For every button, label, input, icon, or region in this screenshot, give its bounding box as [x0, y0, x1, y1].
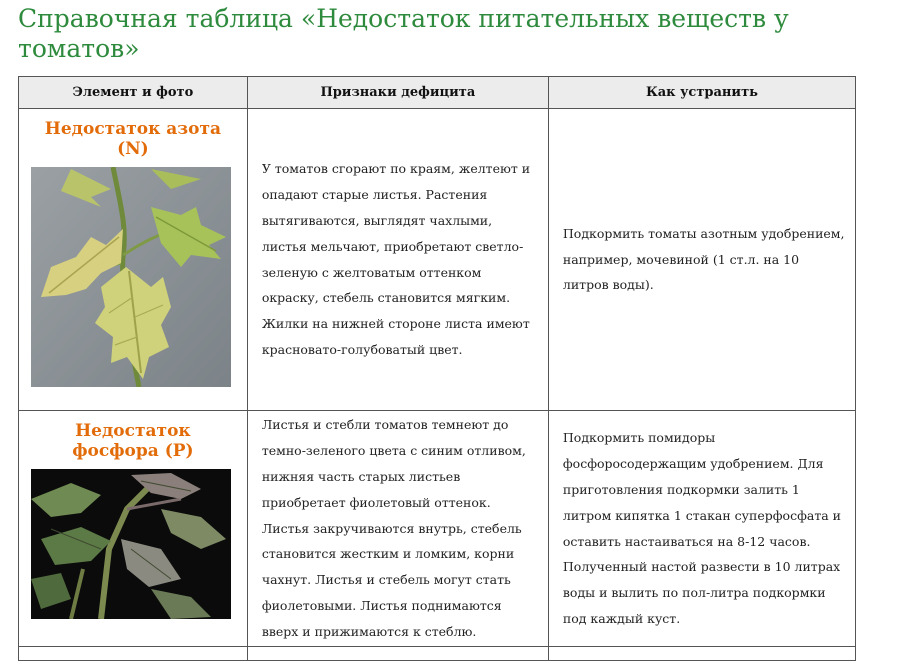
table-row — [19, 109, 856, 411]
header-element-photo: Элемент и фото — [19, 77, 248, 109]
symptoms-cell: Листья и стебли томатов темнеют до темно-зеленого цвета с синим отливом, нижняя часть старых листьев приобретает фиолетовый оттенок. Листья закручиваются внутрь, стебель становится жестким и ломким, корни чахнут. Листья и стебель могут стать фиолетовыми. Листья поднимаются вверх и прижимаются к стеблю. — [247, 411, 548, 647]
remedy-cell: Подкормить томаты азотным удобрением, например, мочевиной (1 ст.л. на 10 литров воды). — [548, 109, 855, 411]
element-name: Недостаток фосфора (Р) — [72, 421, 194, 461]
reference-table — [18, 76, 856, 661]
element-cell — [19, 109, 248, 411]
table-header-row — [19, 77, 856, 109]
header-remedy: Как устранить — [548, 77, 855, 109]
table-row — [19, 411, 856, 647]
symptoms-cell: У томатов сгорают по краям, желтеют и опадают старые листья. Растения вытягиваются, выглядят чахлыми, листья мельчают, приобретают светло-зеленую с желтоватым оттенком окраску, стебель становится мягким. Жилки на нижней стороне листа имеют красновато-голубоватый цвет. — [247, 109, 548, 411]
element-name: Недостаток азота (N) — [44, 119, 222, 159]
table-row — [19, 647, 856, 661]
header-symptoms: Признаки дефицита — [247, 77, 548, 109]
empty-cell — [19, 647, 248, 661]
element-cell — [19, 411, 248, 647]
purple-tomato-leaf-photo-icon — [31, 469, 231, 619]
yellow-tomato-leaf-photo-icon — [31, 167, 231, 387]
empty-cell — [247, 647, 548, 661]
remedy-cell: Подкормить помидоры фосфоросодержащим удобрением. Для приготовления подкормки залить 1 литром кипятка 1 стакан суперфосфата и оставить настаиваться на 8-12 часов. Полученный настой развести в 10 литрах воды и вылить по пол-литра подкормки под каждый куст. — [548, 411, 855, 647]
page-title: Справочная таблица «Недостаток питательных веществ у томатов» — [18, 4, 789, 63]
empty-cell — [548, 647, 855, 661]
